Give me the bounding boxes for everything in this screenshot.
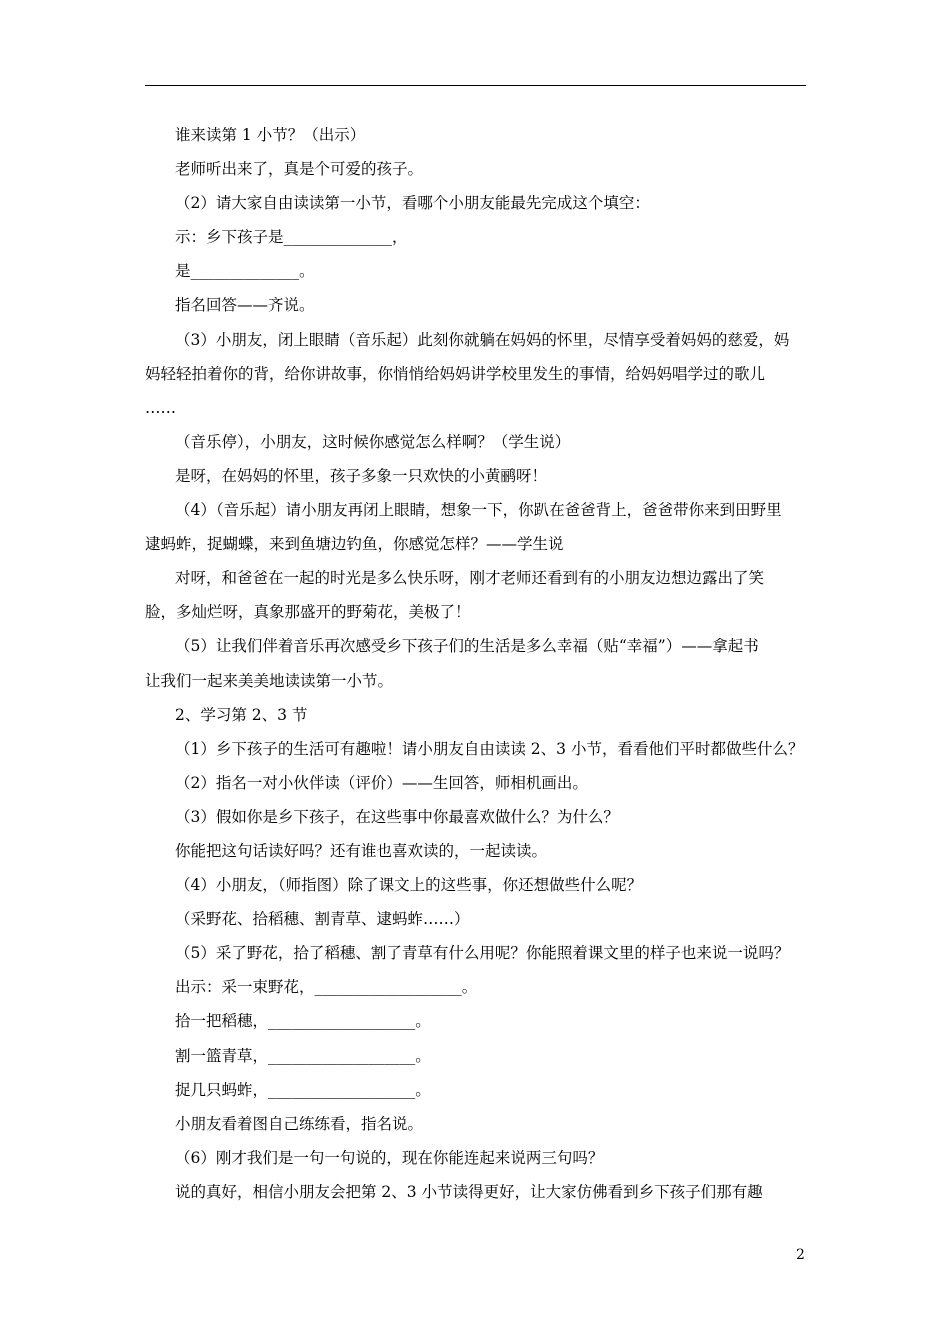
header-rule	[145, 85, 806, 86]
text-line: （5）让我们伴着音乐再次感受乡下孩子们的生活是多么幸福（贴“幸福”）——拿起书	[175, 637, 759, 656]
text-line: 你能把这句话读好吗？还有谁也喜欢读的，一起读读。	[175, 841, 548, 860]
text-line: 脸，多灿烂呀，真象那盛开的野菊花，美极了！	[145, 603, 471, 622]
text-line: （6）刚才我们是一句一句说的，现在你能连起来说两三句吗？	[175, 1148, 604, 1167]
text-line: 让我们一起来美美地读读第一小节。	[145, 671, 394, 690]
document-body	[145, 118, 810, 1209]
text-line: 捉几只蚂蚱，___________________。	[175, 1080, 431, 1099]
text-line: （采野花、拾稻穗、割青草、逮蚂蚱……）	[175, 910, 470, 929]
text-line: 妈轻轻拍着你的背，给你讲故事，你悄悄给妈妈讲学校里发生的事情，给妈妈唱学过的歌儿	[145, 364, 766, 383]
text-line: 2、学习第 2、3 节	[175, 705, 308, 724]
text-line: （2）请大家自由读读第一小节，看哪个小朋友能最先完成这个填空：	[175, 194, 650, 213]
text-line: 小朋友看着图自己练练看，指名说。	[175, 1114, 424, 1133]
text-line: 老师听出来了，真是个可爱的孩子。	[175, 160, 424, 179]
page-number: 2	[796, 1247, 805, 1263]
text-line: （2）指名一对小伙伴读（评价）——生回答，师相机画出。	[175, 773, 588, 792]
text-line: 逮蚂蚱，捉蝴蝶，来到鱼塘边钓鱼，你感觉怎样？——学生说	[145, 535, 564, 554]
text-line: 说的真好，相信小朋友会把第 2、3 小节读得更好，让大家仿佛看到乡下孩子们那有趣	[175, 1182, 763, 1201]
text-line: 割一篮青草，___________________。	[175, 1046, 431, 1065]
text-line: （5）采了野花，拾了稻穗、割了青草有什么用呢？你能照着课文里的样子也来说一说吗？	[175, 944, 790, 963]
text-line: 示：乡下孩子是______________，	[175, 228, 408, 247]
text-line: 谁来读第 1 小节？（出示）	[175, 126, 366, 144]
text-line: （3）小朋友，闭上眼睛（音乐起）此刻你就躺在妈妈的怀里，尽情享受着妈妈的慈爱，妈	[175, 330, 790, 349]
text-line: （音乐停），小朋友，这时候你感觉怎么样啊？（学生说）	[175, 432, 571, 451]
text-line: 是______________。	[175, 262, 315, 281]
text-line: （4）小朋友，（师指图）除了课文上的这些事，你还想做些什么呢？	[175, 876, 643, 895]
text-line: 指名回答——齐说。	[175, 296, 315, 315]
text-line: 是呀，在妈妈的怀里，孩子多象一只欢快的小黄鹂呀！	[175, 466, 548, 485]
text-line: （3）假如你是乡下孩子，在这些事中你最喜欢做什么？为什么？	[175, 807, 619, 826]
text-line: （1）乡下孩子的生活可有趣啦！请小朋友自由读读 2、3 小节，看看他们平时都做些什么？	[175, 739, 804, 758]
text-line: 对呀，和爸爸在一起的时光是多么快乐呀，刚才老师还看到有的小朋友边想边露出了笑	[175, 569, 765, 588]
text-line: ……	[145, 398, 176, 417]
text-line: 出示：采一束野花，___________________。	[175, 978, 478, 997]
text-line: 拾一把稻穗，___________________。	[175, 1012, 431, 1031]
text-line: （4）（音乐起）请小朋友再闭上眼睛，想象一下，你趴在爸爸背上，爸爸带你来到田野里	[175, 501, 782, 520]
